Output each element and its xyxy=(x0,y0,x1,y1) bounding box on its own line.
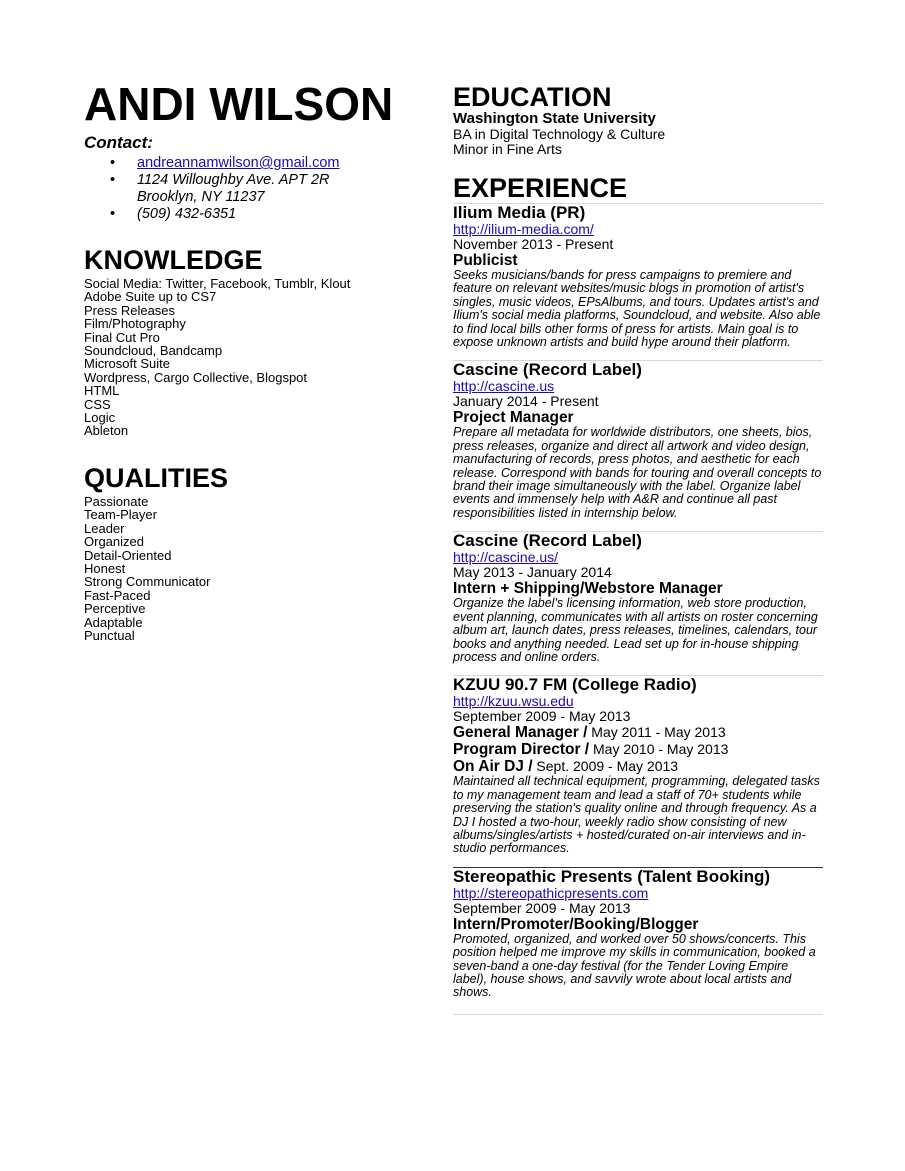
knowledge-item: Wordpress, Cargo Collective, Blogspot xyxy=(84,369,308,385)
role-dates: May 2010 - May 2013 xyxy=(589,741,729,758)
quality-item: Fast-Paced xyxy=(84,587,151,603)
quality-item: Honest xyxy=(84,560,126,576)
quality-item: Organized xyxy=(84,534,144,550)
job-company: Ilium Media (PR) xyxy=(453,203,586,222)
address-line-1: 1124 Willoughby Ave. APT 2R xyxy=(137,172,330,188)
job-dates: September 2009 - May 2013 xyxy=(453,899,631,916)
job-company: KZUU 90.7 FM (College Radio) xyxy=(453,675,697,695)
quality-item: Leader xyxy=(84,520,125,536)
job-url-link[interactable]: http://stereopathicpresents.com xyxy=(453,884,649,901)
knowledge-item: Film/Photography xyxy=(84,316,186,332)
job-url-link[interactable]: http://kzuu.wsu.edu xyxy=(453,693,574,710)
job-description: Prepare all metadata for worldwide distributors, one sheets, bios, press releases, organize and direct all artwork and video design, manufacturing of records, press photos, and aesthetic for each release. Correspond with bands for touring and overall concepts to brand their image simultaneously with the label. Organize label events and immensely help with A&R and continue all past responsibilities listed in internship below. xyxy=(453,425,822,520)
knowledge-item: Press Releases xyxy=(84,302,176,318)
phone-number: (509) 432-6351 xyxy=(137,206,237,222)
role-dates: Sept. 2009 - May 2013 xyxy=(532,758,679,775)
role-name: On Air DJ / xyxy=(453,758,533,776)
education-school: Washington State University xyxy=(453,110,656,127)
right-column xyxy=(453,83,823,1015)
job-url-link[interactable]: http://cascine.us/ xyxy=(453,549,559,566)
job-entry xyxy=(453,676,823,855)
job-dates: May 2013 - January 2014 xyxy=(453,564,612,581)
knowledge-heading: KNOWLEDGE xyxy=(84,245,263,275)
job-title: Project Manager xyxy=(453,409,574,427)
job-role xyxy=(453,724,823,741)
role-name: Program Director / xyxy=(453,741,590,759)
job-company: Cascine (Record Label) xyxy=(453,531,642,551)
knowledge-item: Social Media: Twitter, Facebook, Tumblr, Klout xyxy=(84,276,351,291)
bullet-icon: • xyxy=(110,172,116,188)
job-description: Maintained all technical equipment, programming, delegated tasks to my management team and lead a staff of 70+ students while preserving the station's quality online and through frequency. As a DJ I hosted a two-hour, weekly radio show consisting of new albums/singles/artists + hosted/curated on-air interviews and in-studio performances. xyxy=(453,774,820,856)
quality-item: Punctual xyxy=(84,627,135,643)
job-role xyxy=(453,758,823,775)
job-url-link[interactable]: http://ilium-media.com/ xyxy=(453,221,594,237)
quality-item: Detail-Oriented xyxy=(84,547,172,563)
knowledge-item: Microsoft Suite xyxy=(84,356,170,372)
job-entry xyxy=(453,532,823,664)
job-dates: January 2014 - Present xyxy=(453,393,599,410)
knowledge-item: CSS xyxy=(84,396,111,412)
contact-address-item xyxy=(84,172,414,206)
knowledge-item: Ableton xyxy=(84,423,129,439)
quality-item: Passionate xyxy=(84,493,149,509)
job-description: Promoted, organized, and worked over 50 shows/concerts. This position helped me improve my skills in communication, booked a seven-band a one-day festival (for the Tender Loving Empire label), house shows, and savvily wrote about local artists and shows. xyxy=(453,931,816,1000)
quality-item: Strong Communicator xyxy=(84,574,211,590)
job-url-link[interactable]: http://cascine.us xyxy=(453,378,555,395)
qualities-heading: QUALITIES xyxy=(84,462,229,493)
job-entry xyxy=(453,204,823,349)
role-dates: May 2011 - May 2013 xyxy=(587,724,726,741)
quality-item: Team-Player xyxy=(84,507,157,523)
job-description: Organize the label's licensing information, web store production, event planning, communicates with all artists on roster concerning album art, launch dates, press releases, timelines, calendars, tour books and anything needed. Lead set up for in-house shipping process and online orders. xyxy=(453,596,818,664)
job-title: Publicist xyxy=(453,252,518,269)
quality-item: Perceptive xyxy=(84,601,146,617)
job-description: Seeks musicians/bands for press campaigns to premiere and feature on relevant websites/music blogs in promotion of artist's singles, music videos, EPsAlbums, and tours. Updates artist's and Ilium's social media platforms, Soundcloud, and website. Also able to find local bills other forms of press for artists. Main goal is to expose unknown artists and build hype around their platform. xyxy=(453,268,821,350)
job-entry xyxy=(453,868,823,1000)
education-heading: EDUCATION xyxy=(453,82,612,112)
candidate-name: ANDI WILSON xyxy=(84,78,394,130)
job-company: Stereopathic Presents (Talent Booking) xyxy=(453,866,771,886)
knowledge-item: Soundcloud, Bandcamp xyxy=(84,343,223,359)
address-line-2: Brooklyn, NY 11237 xyxy=(137,189,265,205)
contact-label: Contact: xyxy=(84,133,153,152)
job-company: Cascine (Record Label) xyxy=(453,360,642,380)
role-name: General Manager / xyxy=(453,724,588,742)
job-role xyxy=(453,741,823,758)
job-title: Intern + Shipping/Webstore Manager xyxy=(453,580,723,598)
bullet-icon: • xyxy=(110,206,116,222)
contact-list xyxy=(84,155,414,223)
knowledge-item: HTML xyxy=(84,383,120,399)
job-entry xyxy=(453,361,823,520)
education-minor: Minor in Fine Arts xyxy=(453,141,562,157)
bullet-icon: • xyxy=(110,155,116,171)
qualities-list xyxy=(84,495,414,642)
knowledge-item: Final Cut Pro xyxy=(84,329,160,345)
quality-item: Adaptable xyxy=(84,614,143,630)
contact-phone-item xyxy=(84,206,414,223)
contact-email-item xyxy=(84,155,414,172)
job-dates: November 2013 - Present xyxy=(453,236,614,252)
knowledge-item: Logic xyxy=(84,410,116,426)
job-title: Intern/Promoter/Booking/Blogger xyxy=(453,915,699,933)
divider xyxy=(453,1014,823,1015)
left-column xyxy=(84,78,414,642)
education-degree: BA in Digital Technology & Culture xyxy=(453,126,666,142)
experience-heading: EXPERIENCE xyxy=(453,173,628,203)
job-dates: September 2009 - May 2013 xyxy=(453,708,631,725)
email-link[interactable]: andreannamwilson@gmail.com xyxy=(137,155,340,171)
knowledge-item: Adobe Suite up to CS7 xyxy=(84,289,217,305)
knowledge-list xyxy=(84,277,414,438)
